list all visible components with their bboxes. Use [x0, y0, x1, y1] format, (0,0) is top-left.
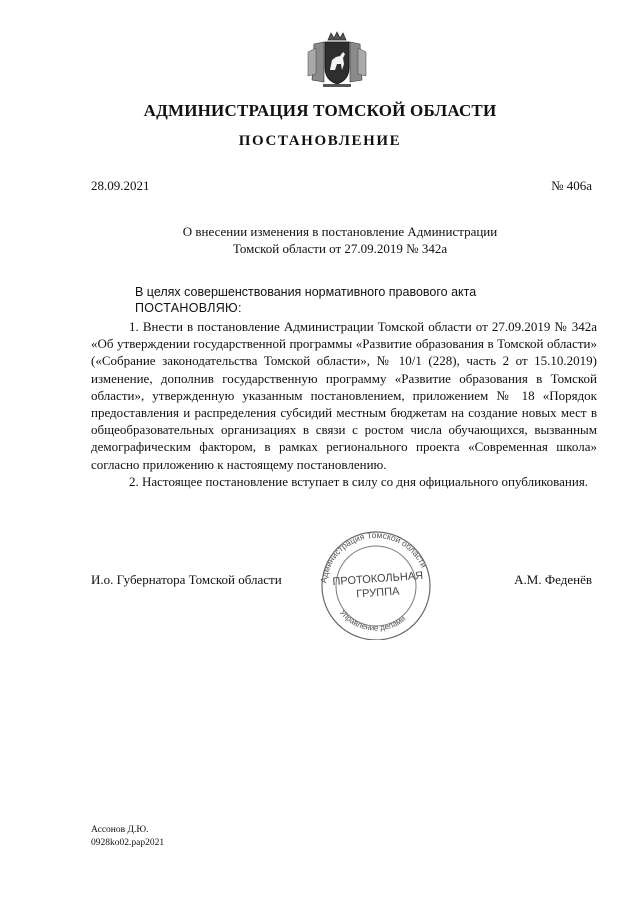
subject-line-1: О внесении изменения в постановление Администрации	[182, 224, 498, 239]
subject-line-2: Томской области от 27.09.2019 № 342а	[232, 241, 448, 256]
coat-of-arms-emblem	[304, 30, 370, 90]
paragraph-2: 2. Настоящее постановление вступает в силу со дня официального опубликования.	[129, 473, 589, 489]
document-body	[91, 318, 597, 490]
document-subject	[120, 223, 560, 257]
stamp-ring-bottom: Управление делами	[337, 608, 408, 633]
signer-name: А.М. Феденёв	[514, 572, 592, 587]
paragraph-1: 1. Внести в постановление Администрации Томской области от 27.09.2019 № 342а «Об утверждении государственной программы «Развитие образования в Томской области» («Собрание законодательства Томской области», № 10/1 (228), часть 2 от 15.10.2019) изменение, дополнив государственную программу «Развитие образования в Томской области», утвержденную указанным постановлением, приложением № 18 «Порядок предоставления и распределения субсидий местным бюджетам на создание новых мест в общеобразовательных организациях в связи с ростом числа обучающихся, вызванным демографическим фактором, в рамках регионального проекта «Современная школа» согласно приложению к настоящему постановлению.	[91, 319, 597, 472]
official-stamp	[312, 528, 440, 640]
footer-file-code: 0928ko02.pap2021	[91, 838, 165, 848]
stamp-line-1: ПРОТОКОЛЬНАЯ	[332, 569, 424, 589]
stamp-ring-top: Администрация Томской области	[318, 529, 430, 584]
organization-title: АДМИНИСТРАЦИЯ ТОМСКОЙ ОБЛАСТИ	[143, 101, 497, 120]
signer-title: И.о. Губернатора Томской области	[91, 572, 282, 587]
document-date: 28.09.2021	[91, 178, 150, 193]
footer	[91, 824, 164, 850]
stamp-line-2: ГРУППА	[355, 585, 400, 601]
footer-author: Ассонов Д.Ю.	[91, 825, 149, 835]
document-type: ПОСТАНОВЛЕНИЕ	[238, 133, 402, 149]
resolve-heading: ПОСТАНОВЛЯЮ:	[135, 301, 242, 315]
document-number: № 406а	[551, 178, 592, 193]
preamble-text: В целях совершенствования нормативного правового акта	[135, 285, 477, 299]
